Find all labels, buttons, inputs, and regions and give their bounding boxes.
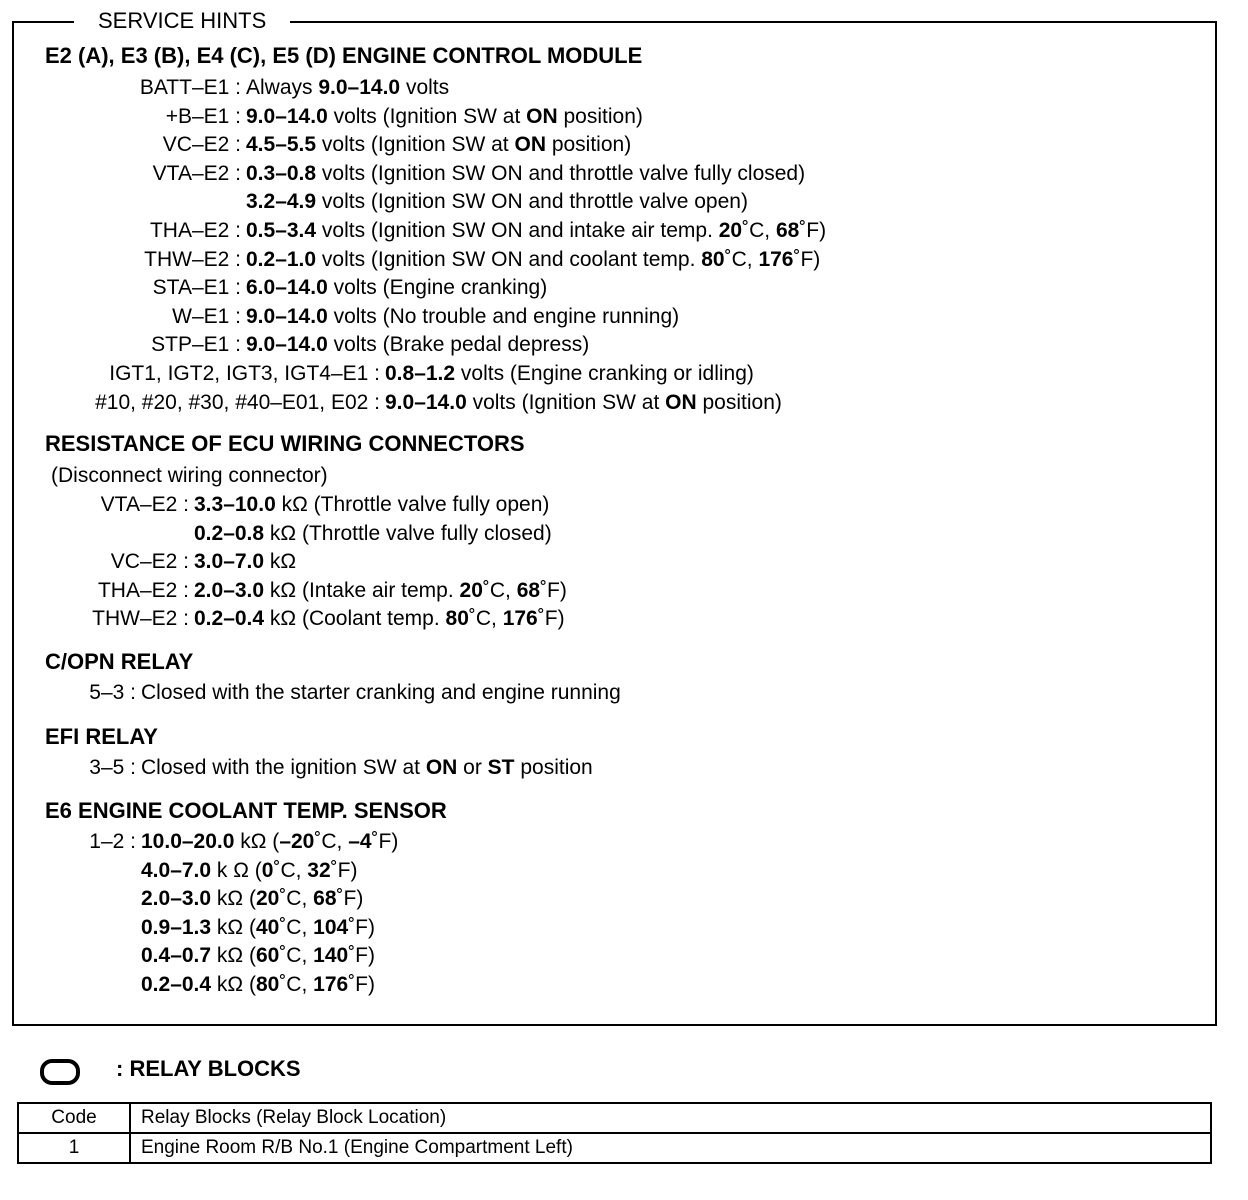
ecm-label: THW–E2 : [144, 247, 241, 271]
ecm-heading: E2 (A), E3 (B), E4 (C), E5 (D) ENGINE CONTROL MODULE [45, 43, 643, 68]
resistance-label: VC–E2 : [110, 550, 189, 573]
resistance-value: 3.3–10.0 kΩ (Throttle valve fully open) [194, 493, 550, 516]
ecm-label: VC–E2 : [162, 133, 241, 157]
e6-label: 1–2 : [89, 830, 136, 853]
ecm-value: 6.0–14.0 volts (Engine cranking) [246, 276, 548, 300]
e6-value: 0.4–0.7 kΩ (60˚C, 140˚F) [141, 944, 376, 968]
resistance-label: VTA–E2 : [100, 493, 189, 516]
ecm-label: #10, #20, #30, #40–E01, E02 : [95, 390, 380, 414]
efi-heading: EFI RELAY [45, 724, 158, 749]
ecm-label: IGT1, IGT2, IGT3, IGT4–E1 : [109, 362, 380, 385]
service-hints-title: SERVICE HINTS [74, 6, 290, 36]
cell-code: 1 [18, 1133, 130, 1163]
resistance-value: 2.0–3.0 kΩ (Intake air temp. 20˚C, 68˚F) [194, 578, 567, 602]
resistance-value: 0.2–0.4 kΩ (Coolant temp. 80˚C, 176˚F) [194, 607, 565, 630]
relay-blocks-table [17, 1102, 1212, 1164]
ecm-label: THA–E2 : [149, 219, 241, 242]
resistance-value: 3.0–7.0 kΩ [194, 550, 297, 573]
copn-text: Closed with the starter cranking and engine running [141, 681, 621, 704]
ecm-value: 9.0–14.0 volts (No trouble and engine running) [246, 304, 680, 328]
e6-value: 10.0–20.0 kΩ (–20˚C, –4˚F) [141, 830, 399, 853]
copn-label: 5–3 : [89, 681, 136, 704]
resistance-heading: RESISTANCE OF ECU WIRING CONNECTORS [45, 431, 525, 456]
e6-value: 2.0–3.0 kΩ (20˚C, 68˚F) [141, 887, 364, 911]
resistance-label: THA–E2 : [97, 578, 189, 602]
ecm-value: 0.2–1.0 volts (Ignition SW ON and coolant temp. 80˚C, 176˚F) [246, 247, 821, 271]
ecm-value: 0.5–3.4 volts (Ignition SW ON and intake air temp. 20˚C, 68˚F) [246, 219, 827, 242]
ecm-value: Always 9.0–14.0 volts [246, 76, 450, 99]
e6-value: 0.2–0.4 kΩ (80˚C, 176˚F) [141, 973, 376, 996]
relay-blocks-legend: : RELAY BLOCKS [116, 1056, 301, 1081]
ecm-label: VTA–E2 : [152, 161, 241, 185]
resistance-label: THW–E2 : [92, 607, 189, 630]
relay-block-icon [40, 1059, 80, 1085]
table-row [18, 1133, 1211, 1163]
cell-location: Engine Room R/B No.1 (Engine Compartment Left) [130, 1133, 1211, 1163]
ecm-label: W–E1 : [172, 304, 241, 328]
ecm-value: 9.0–14.0 volts (Ignition SW at ON position) [246, 104, 643, 128]
e6-value: 4.0–7.0 k Ω (0˚C, 32˚F) [141, 858, 358, 882]
ecm-label: STP–E1 : [151, 333, 241, 357]
ecm-value: 0.3–0.8 volts (Ignition SW ON and throttle valve fully closed) [246, 161, 806, 185]
efi-label: 3–5 : [89, 756, 136, 779]
ecm-label: STA–E1 : [152, 276, 241, 300]
ecm-label: +B–E1 : [165, 104, 241, 128]
ecm-label: BATT–E1 : [139, 76, 241, 99]
header-location: Relay Blocks (Relay Block Location) [130, 1103, 1211, 1133]
header-code: Code [18, 1103, 130, 1133]
efi-text: Closed with the ignition SW at ON or ST position [141, 756, 593, 779]
ecm-value: 9.0–14.0 volts (Brake pedal depress) [246, 333, 590, 357]
resistance-note: (Disconnect wiring connector) [51, 464, 328, 487]
ecm-value: 9.0–14.0 volts (Ignition SW at ON position) [385, 390, 782, 414]
e6-heading: E6 ENGINE COOLANT TEMP. SENSOR [45, 798, 447, 823]
ecm-value: 0.8–1.2 volts (Engine cranking or idling) [385, 362, 754, 385]
table-header-row [18, 1103, 1211, 1133]
ecm-value: 3.2–4.9 volts (Ignition SW ON and throttle valve open) [246, 190, 748, 214]
e6-value: 0.9–1.3 kΩ (40˚C, 104˚F) [141, 915, 376, 939]
copn-heading: C/OPN RELAY [45, 649, 194, 674]
ecm-value: 4.5–5.5 volts (Ignition SW at ON position) [246, 133, 632, 157]
resistance-value: 0.2–0.8 kΩ (Throttle valve fully closed) [194, 521, 552, 545]
